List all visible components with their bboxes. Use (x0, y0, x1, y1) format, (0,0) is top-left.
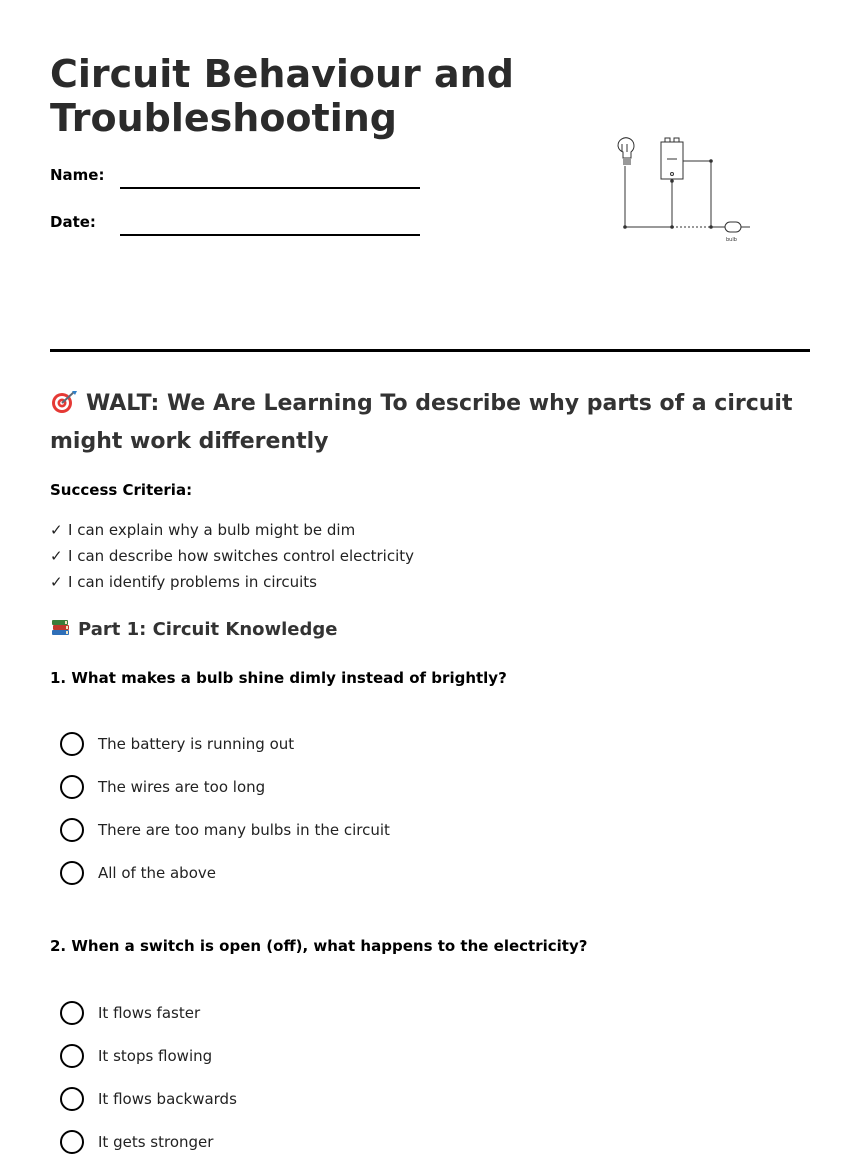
part-1-heading (50, 617, 338, 643)
radio-button[interactable] (60, 818, 84, 842)
answer-option[interactable] (60, 1130, 237, 1173)
section-divider (50, 349, 810, 352)
option-label: There are too many bulbs in the circuit (98, 821, 390, 839)
light-bulb-icon (618, 138, 634, 164)
answer-option[interactable] (60, 775, 390, 818)
question-2-options (60, 1001, 237, 1173)
part-1-title: Part 1: Circuit Knowledge (78, 619, 338, 640)
answer-option[interactable] (60, 732, 390, 775)
question-1-options (60, 732, 390, 904)
answer-option[interactable] (60, 818, 390, 861)
option-label: It stops flowing (98, 1047, 213, 1065)
battery-icon (661, 138, 683, 179)
check-icon: ✓ (50, 521, 63, 539)
radio-button[interactable] (60, 1044, 84, 1068)
diagram-small-label: bulb (726, 237, 737, 243)
target-icon (50, 390, 78, 414)
radio-button[interactable] (60, 775, 84, 799)
question-1: 1. What makes a bulb shine dimly instead of brightly? (50, 669, 507, 687)
walt-heading (50, 385, 820, 461)
option-label: It flows faster (98, 1004, 201, 1022)
option-label: The wires are too long (98, 778, 266, 796)
circuit-diagram (610, 132, 760, 247)
name-label: Name: (50, 166, 105, 184)
option-label: It gets stronger (98, 1133, 214, 1151)
radio-button[interactable] (60, 732, 84, 756)
radio-button[interactable] (60, 1087, 84, 1111)
success-criteria-title: Success Criteria: (50, 481, 193, 499)
option-label: It flows backwards (98, 1090, 237, 1108)
answer-option[interactable] (60, 861, 390, 904)
answer-option[interactable] (60, 1087, 237, 1130)
switch-icon (624, 160, 741, 232)
name-field[interactable] (120, 187, 420, 189)
books-icon (50, 618, 72, 638)
check-icon: ✓ (50, 547, 63, 565)
radio-button[interactable] (60, 1001, 84, 1025)
date-label: Date: (50, 213, 96, 231)
option-label: The battery is running out (98, 735, 295, 753)
wire-lines (625, 161, 750, 227)
radio-button[interactable] (60, 861, 84, 885)
date-field[interactable] (120, 234, 420, 236)
criteria-item: ✓ I can identify problems in circuits (50, 570, 414, 596)
success-criteria-list (50, 518, 414, 596)
criteria-item: ✓ I can describe how switches control electricity (50, 544, 414, 570)
check-icon: ✓ (50, 573, 63, 591)
criteria-item: ✓ I can explain why a bulb might be dim (50, 518, 414, 544)
walt-text: WALT: We Are Learning To describe why parts of a circuit might work differently (50, 391, 793, 454)
answer-option[interactable] (60, 1001, 237, 1044)
radio-button[interactable] (60, 1130, 84, 1154)
option-label: All of the above (98, 864, 216, 882)
question-2: 2. When a switch is open (off), what happens to the electricity? (50, 937, 588, 955)
page-title: Circuit Behaviour and Troubleshooting (50, 52, 514, 140)
answer-option[interactable] (60, 1044, 237, 1087)
